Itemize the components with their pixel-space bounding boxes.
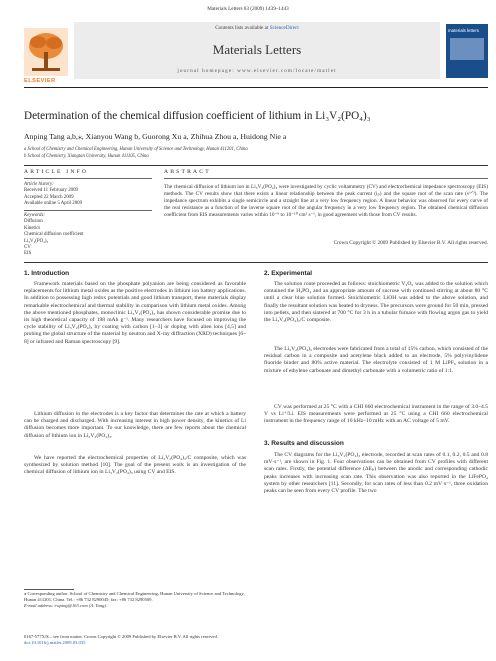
- keyword: Diffusion: [24, 219, 43, 225]
- history-online: Available online 5 April 2009: [24, 201, 83, 207]
- contents-line: [74, 25, 440, 31]
- experimental-paragraph-3: CV was performed at 25 °C with a CHI 660 electrochemical instrument in the range of 3.0–4.5 V vs Li⁺/Li. EIS measurements were performed at 25 °C using a CHI 660 electrochemical instrument in the frequency range of 10 kHz–10 mHz with an AC voltage of 5 mV.: [264, 404, 488, 425]
- keywords-rule: [24, 210, 152, 211]
- cover-image: [450, 38, 484, 60]
- journal-title: Materials Letters: [212, 42, 302, 57]
- history-received: Received 11 February 2009: [24, 188, 79, 194]
- doi-link[interactable]: doi:10.1016/j.matlet.2009.03.035: [24, 639, 86, 645]
- keywords-label: Keywords:: [24, 213, 46, 218]
- footnote-text: ⁎ Corresponding author. School of Chemistry and Chemical Engineering, Hunan University of Science and Technology, Hunan 411201, China. Tel.: +86 732 8290045; fax: +86 732 8290509.: [24, 591, 245, 602]
- history-label: Article history:: [24, 182, 54, 187]
- issn-line: 0167-577X/$ – see front matter. Crown Copyright © 2009 Published by Elsevier B.V. All rights reserved.: [24, 634, 218, 639]
- footnote-rule: [24, 589, 74, 590]
- article-info-rule: [24, 178, 152, 179]
- journal-reference: Materials Letters 63 (2009) 1439–1443: [207, 6, 289, 12]
- body-rule: [24, 262, 488, 263]
- keyword: Chemical diffusion coefficient: [24, 232, 84, 238]
- section-heading-introduction: 1. Introduction: [24, 270, 70, 277]
- intro-paragraph-1: Framework materials based on the phosphate polyanion are being considered as favorable replacements for lithium metal oxides as the positive electrodes in lithium ion battery applications. In addition to possessing high redox potentials and good lithium transport, these materials display remarkable electrochemical and thermal stability in comparison with lithium metal oxides. Among the above mentioned phosphates, monoclinic Li₃V₂(PO₄)₃ has shown considerable promise due to its high theoretical capacity of 198 mAh g⁻¹. Many researchers have focused on improving the cycle stability of Li₃V₂(PO₄)₃ by coating with carbon [1–3] or doping with alien ions [4,5] and probing the global structure of the material by neutron and X-ray diffraction (XRD) techniques [6–8] or infrared and Raman spectroscopy [9].: [24, 281, 246, 345]
- corresponding-author-footnote: [24, 591, 246, 609]
- abstract-rule: [164, 178, 488, 179]
- journal-homepage[interactable]: journal homepage: www.elsevier.com/locate/matlet: [177, 68, 337, 74]
- contents-prefix: Contents lists available at: [215, 25, 270, 31]
- header-rule: [24, 87, 488, 88]
- experimental-paragraph-1: The solution route proceeded as follows: stoichiometric V₂O₅ was added to the solution which contained the H₃PO₄ and an appropriate amount of sucrose with continued stirring at about 80 °C until a clear blue solution formed. Stoichiometric LiOH was added to the above solution, and finally the resultant solution was heated to dryness. The precursors were ground for 50 min, pressed into pellets, and then sintered at 700 °C for 3 h in a tubular furnace with flowing argon gas to yield the Li₃V₂(PO₄)₃/C composite.: [264, 281, 488, 324]
- journal-cover: [446, 24, 488, 78]
- affiliation-b: b School of Chemistry, Xiangtan University, Hunan 411105, China: [24, 154, 149, 159]
- abstract-text: The chemical diffusion of lithium ion in Li₃V₂(PO₄)₃ were investigated by cyclic voltammetry (CV) and electrochemical impedance spectroscopy (EIS) methods. The CV results show that there exists a linear relationship between the peak current (iₚ) and the square root of the scan rate (ν¹ᐟ²). The impedance spectrum exhibits a single semicircle and a straight line at a very low frequency region. A linear behavior was observed for every curve of the real resistance as a function of the inverse square root of the angular frequency in a very low frequency region. The obtained chemical diffusion coefficient from EIS measurements varies within 10⁻⁹ to 10⁻¹⁰ cm² s⁻¹, in good agreement with those from CV results.: [164, 184, 488, 218]
- intro-paragraph-3: We have reported the electrochemical properties of Li₃V₂(PO₄)₃/C composite, which was synthesized by solution method [10]. The goal of the present work is an investigation of the chemical diffusion of lithium ion in Li₃V₂(PO₄)₃ using CV and EIS.: [24, 455, 246, 476]
- history-accepted: Accepted 22 March 2009: [24, 194, 74, 200]
- article-history: [24, 182, 152, 208]
- article-info-heading: ARTICLE INFO: [24, 169, 89, 175]
- title-rule: [24, 165, 488, 166]
- footnote-email[interactable]: E-mail address: t-aping@163.com (A. Tang).: [24, 602, 108, 608]
- page-footer: [24, 634, 488, 646]
- results-paragraph-1: The CV diagrams for the Li₃V₂(PO₄)₃ electrode, recorded at scan rates of 0.1, 0.2, 0.5 and 0.8 mV·s⁻¹, are shown in Fig. 1. Four observations can be obtained from CV profiles with different scan rates. Firstly, the potential difference (ΔEₚ) between the anodic and corresponding cathodic peaks increases with increasing scan rate. This observation was also reported in the LiFePO₄ system by other researchers [11]. Secondly, for scan rates of less than 0.2 mV·s⁻¹, three oxidation peaks can be seen from every CV profile. The two: [264, 452, 488, 495]
- elsevier-tree-logo: [24, 28, 68, 76]
- keyword: Kinetics: [24, 225, 41, 231]
- affiliation-a: a School of Chemistry and Chemical Engineering, Hunan University of Science and Technology, Hunan 411201, China: [24, 147, 248, 152]
- section-heading-results: 3. Results and discussion: [264, 440, 344, 447]
- publisher-name: ELSEVIER: [24, 78, 56, 84]
- sciencedirect-link[interactable]: ScienceDirect: [269, 25, 299, 31]
- section-heading-experimental: 2. Experimental: [264, 270, 313, 277]
- experimental-paragraph-2: The Li₃V₂(PO₄)₃ electrodes were fabricated from a total of 15% carbon, which consisted of the residual carbon in a composite and acetylene black added to an electrode, 5% polyvinylidene fluoride binder and 80% active material. The electrolyte consisted of 1 M LiPF₆ solution in a mixture of ethylene carbonate and dimethyl carbonate with a volumetric ratio of 1:1.: [264, 346, 488, 374]
- abstract-copyright: Crown Copyright © 2009 Published by Elsevier B.V. All rights reserved.: [333, 240, 488, 246]
- keyword: CV: [24, 245, 31, 251]
- keyword: Li₃V₂(PO₄)₃: [24, 238, 49, 244]
- intro-paragraph-2: Lithium diffusion in the electrodes is a key factor that determines the rate at which a battery can be charged and discharged. With increasing interest in high power density, the kinetics of Li diffusion becomes more important. To our knowledge, there are few reports about the chemical diffusion of lithium ion in Li₃V₂(PO₄)₃.: [24, 411, 246, 439]
- author-list: Anping Tang a,b,⁎, Xianyou Wang b, Guorong Xu a, Zhihua Zhou a, Huidong Nie a: [24, 132, 287, 141]
- keywords-block: [24, 213, 152, 258]
- keyword: EIS: [24, 251, 32, 257]
- cover-title: materials letters: [448, 28, 479, 33]
- article-title: Determination of the chemical diffusion coefficient of lithium in Li₃V₂(PO₄)₃: [24, 110, 371, 122]
- abstract-heading: ABSTRACT: [164, 169, 211, 175]
